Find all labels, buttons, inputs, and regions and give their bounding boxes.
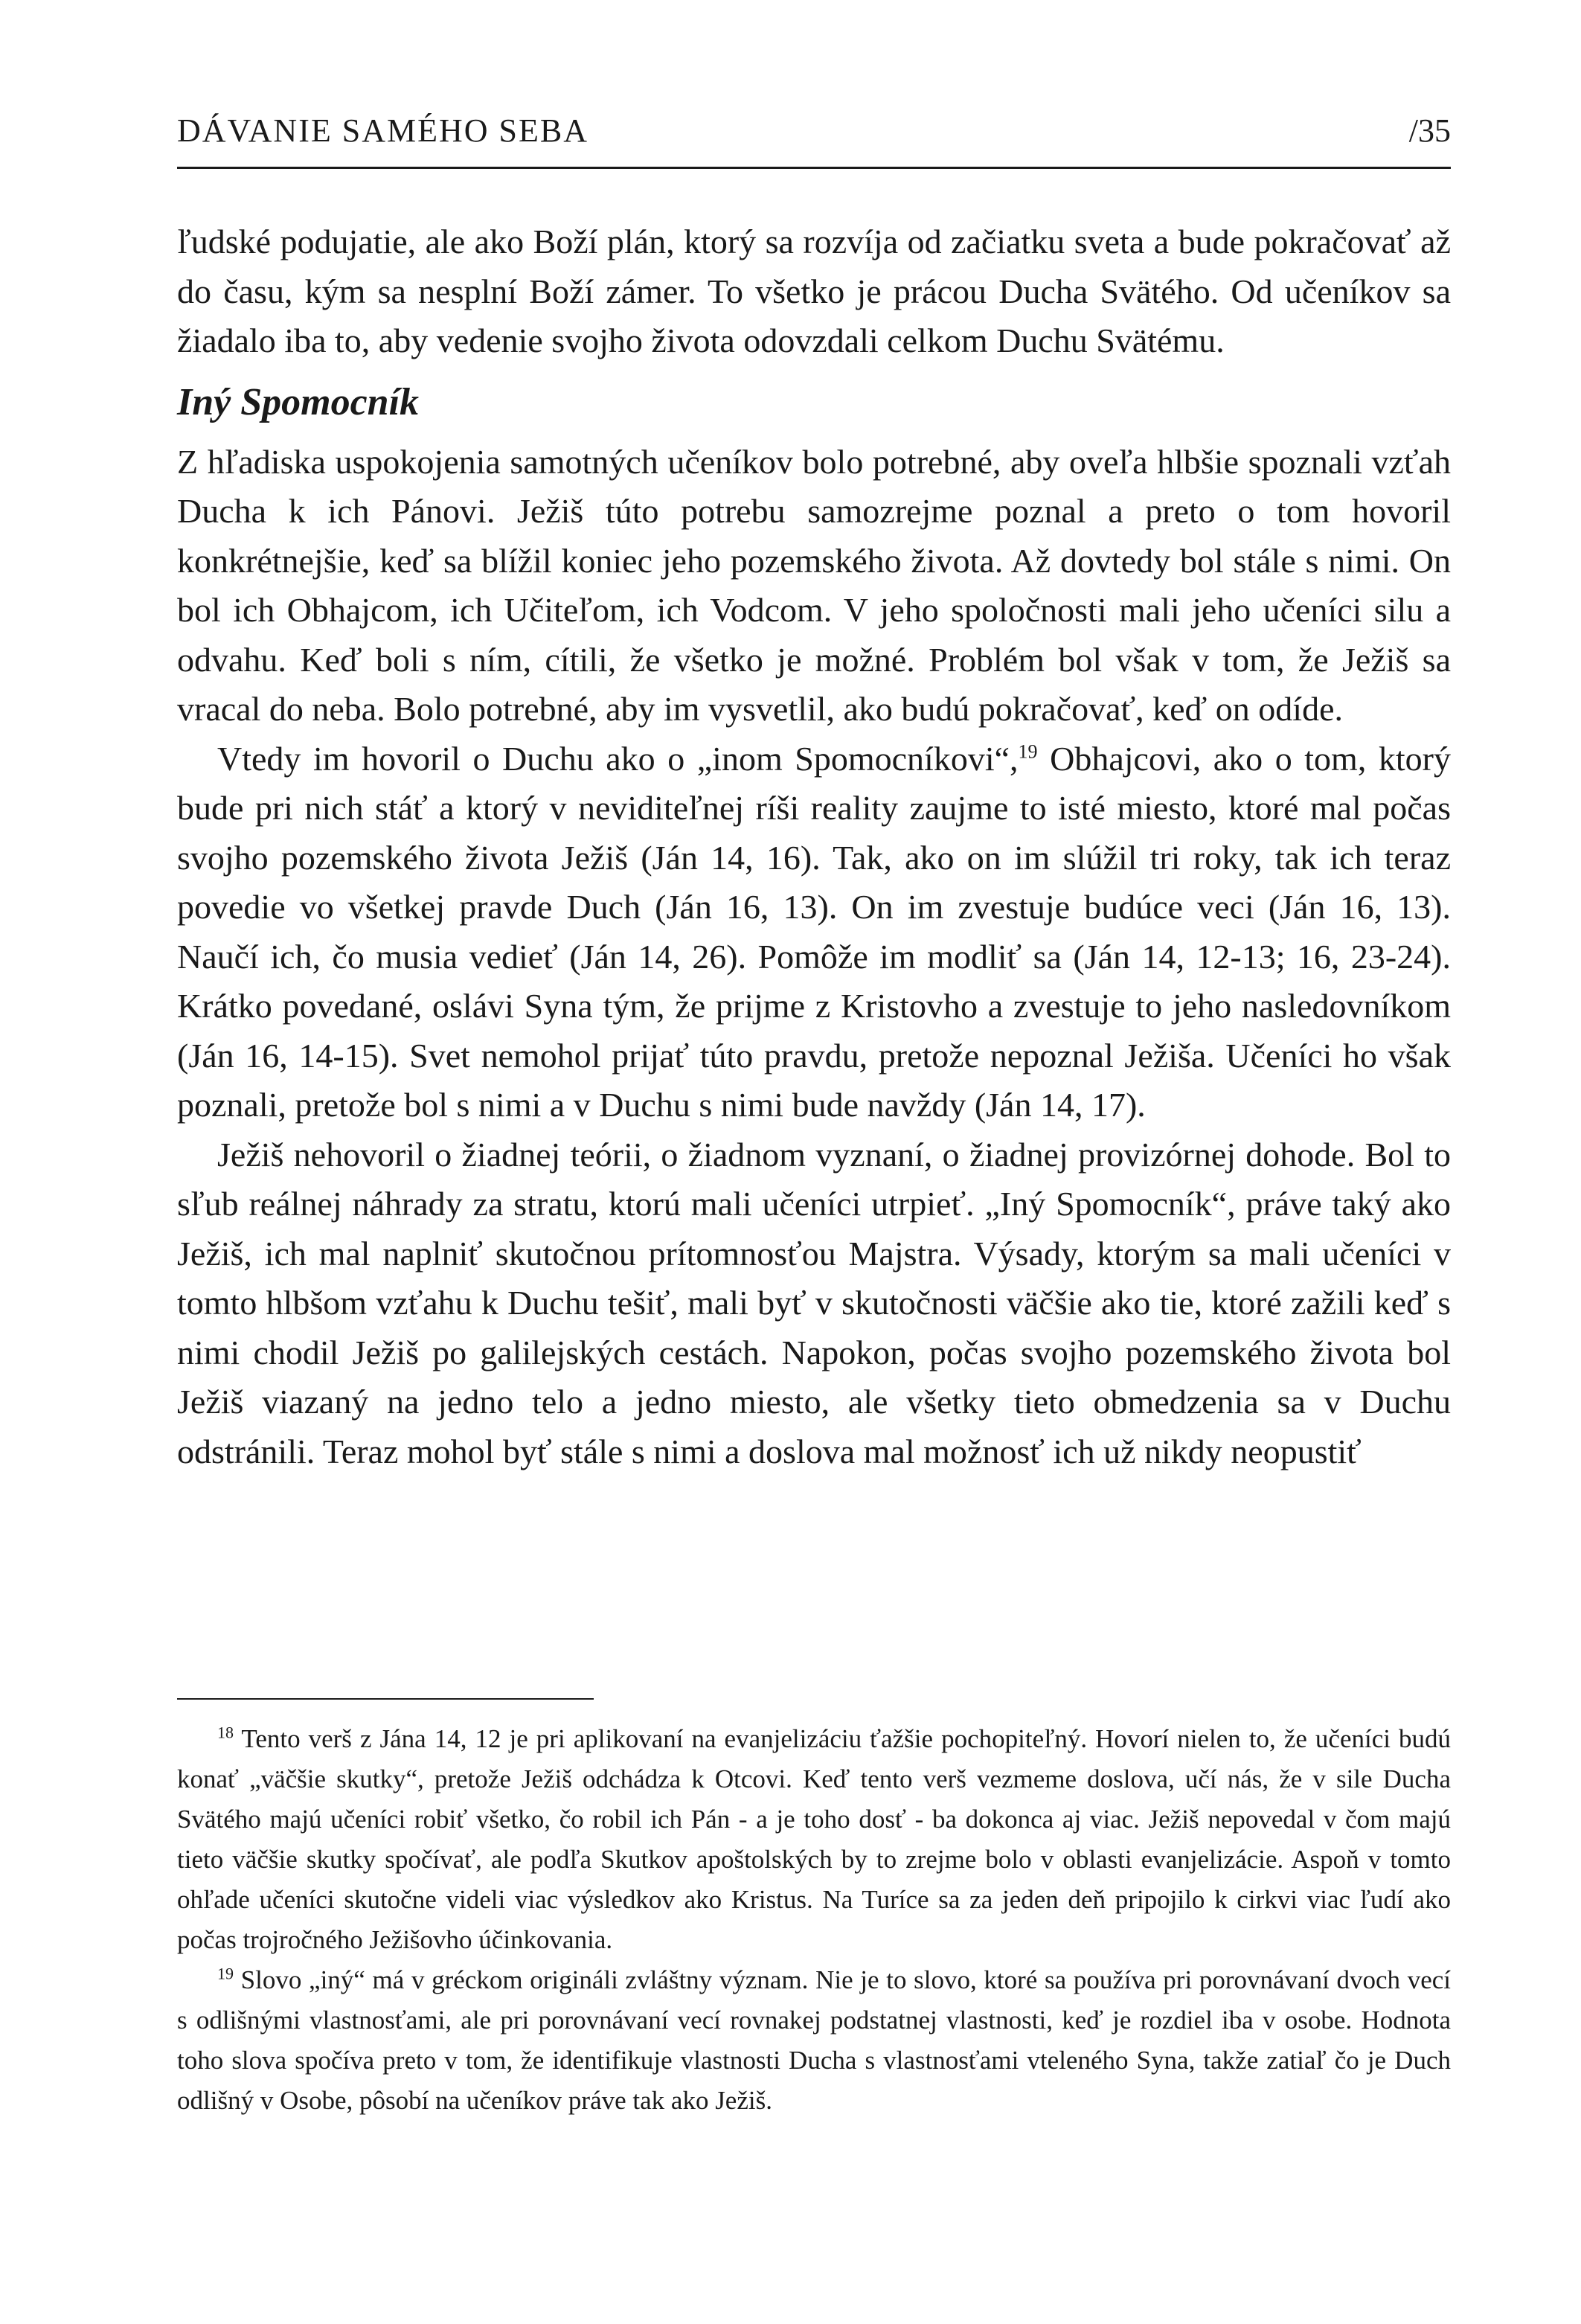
footnote-18-number: 18 xyxy=(217,1723,234,1742)
running-title: DÁVANIE SAMÉHO SEBA xyxy=(177,112,589,149)
footnote-19-text: Slovo „iný“ má v gréckom origináli zvláštny význam. Nie je to slovo, ktoré sa používa pri porovnávaní dvoch vecí s odlišnými vlastnosťami, ale pri porovnávaní vecí rovnakej podstatnej vlastnosti, keď je rozdiel iba v osobe. Hodnota toho slova spočíva preto v tom, že identifikuje vlastnosti Ducha s vlastnosťami vteleného Syna, takže zatiaľ čo je Duch odlišný v Osobe, pôsobí na učeníkov práve tak ako Ježiš. xyxy=(177,1965,1451,2115)
footnote-rule xyxy=(177,1698,594,1700)
paragraph-3-part-2: Obhajcovi, ako o tom, ktorý bude pri nich stáť a ktorý v neviditeľnej ríši reality zaujme to isté miesto, ktoré mal počas svojho pozemského života Ježiš (Ján 14, 16). Tak, ako on im slúžil tri roky, tak ich teraz povedie vo všetkej pravde Duch (Ján 16, 13). On im zvestuje budúce veci (Ján 16, 13). Naučí ich, čo musia vedieť (Ján 14, 26). Pomôže im modliť sa (Ján 14, 12-13; 16, 23-24). Krátko povedané, oslávi Syna tým, že prijme z Kristovho a zvestuje to jeho nasledovníkom (Ján 16, 14-15). Svet nemohol prijať túto pravdu, pretože nepoznal Ježiša. Učeníci ho však poznali, pretože bol s nimi a v Duchu s nimi bude navždy (Ján 14, 17). xyxy=(177,739,1451,1124)
main-text xyxy=(177,217,1451,1476)
footnote-18-text: Tento verš z Jána 14, 12 je pri aplikovaní na evanjelizáciu ťažšie pochopiteľný. Hovorí nielen to, že učeníci budú konať „väčšie skutky“, pretože Ježiš odchádza k Otcovi. Keď tento verš vezmeme doslova, učí nás, že v sile Ducha Svätého majú učeníci robiť všetko, čo robil ich Pán - a je toho dosť - ba dokonca aj viac. Ježiš nepovedal v čom majú tieto väčšie skutky spočívať, ale podľa Skutkov apoštolských by to zrejme bolo v oblasti evanjelizácie. Aspoň v tomto ohľade učeníci skutočne videli viac výsledkov ako Kristus. Na Turíce sa za jeden deň pripojilo k cirkvi viac ľudí ako počas trojročného Ježišovho účinkovania. xyxy=(177,1724,1451,1954)
paragraph-4: Ježiš nehovoril o žiadnej teórii, o žiadnom vyznaní, o žiadnej provizórnej dohode. Bol to sľub reálnej náhrady za stratu, ktorú mali učeníci utrpieť. „Iný Spomocník“, práve taký ako Ježiš, ich mal naplniť skutočnou prítomnosťou Majstra. Výsady, ktorým sa mali učeníci v tomto hlbšom vzťahu k Duchu tešiť, mali byť v skutočnosti väčšie ako tie, ktoré zažili keď s nimi chodil Ježiš po galilejských cestách. Napokon, počas svojho pozemského života bol Ježiš viazaný na jedno telo a jedno miesto, ale všetky tieto obmedzenia sa v Duchu odstránili. Teraz mohol byť stále s nimi a doslova mal možnosť ich už nikdy neopustiť xyxy=(177,1135,1451,1470)
section-heading: Iný Spomocník xyxy=(177,380,420,423)
footnote-19 xyxy=(177,1960,1451,2121)
footnote-ref-19[interactable]: 19 xyxy=(1018,740,1038,763)
footnotes xyxy=(177,1719,1451,2121)
footnote-19-number: 19 xyxy=(217,1964,234,1983)
footnote-18 xyxy=(177,1719,1451,1960)
paragraph-3 xyxy=(177,734,1451,1130)
paragraph-2: Z hľadiska uspokojenia samotných učeníkov bolo potrebné, aby oveľa hlbšie spoznali vzťah Ducha k ich Pánovi. Ježiš túto potrebu samozrejme poznal a preto o tom hovoril konkrétnejšie, keď sa blížil koniec jeho pozemského života. Až dovtedy bol stále s nimi. On bol ich Obhajcom, ich Učiteľom, ich Vodcom. V jeho spoločnosti mali jeho učeníci silu a odvahu. Keď boli s ním, cítili, že všetko je možné. Problém bol však v tom, že Ježiš sa vracal do neba. Bolo potrebné, aby im vysvetlil, ako budú pokračovať, keď on odíde. xyxy=(177,442,1451,728)
paragraph-1: ľudské podujatie, ale ako Boží plán, ktorý sa rozvíja od začiatku sveta a bude pokračovať až do času, kým sa nesplní Boží zámer. To všetko je prácou Ducha Svätého. Od učeníkov sa žiadalo iba to, aby vedenie svojho života odovzdali celkom Duchu Svätému. xyxy=(177,223,1451,359)
header-rule xyxy=(177,167,1451,169)
running-head xyxy=(177,112,1451,165)
paragraph-3-part-1: Vtedy im hovoril o Duchu ako o „inom Spomocníkovi“, xyxy=(217,739,1019,778)
page-number: /35 xyxy=(1408,112,1451,149)
